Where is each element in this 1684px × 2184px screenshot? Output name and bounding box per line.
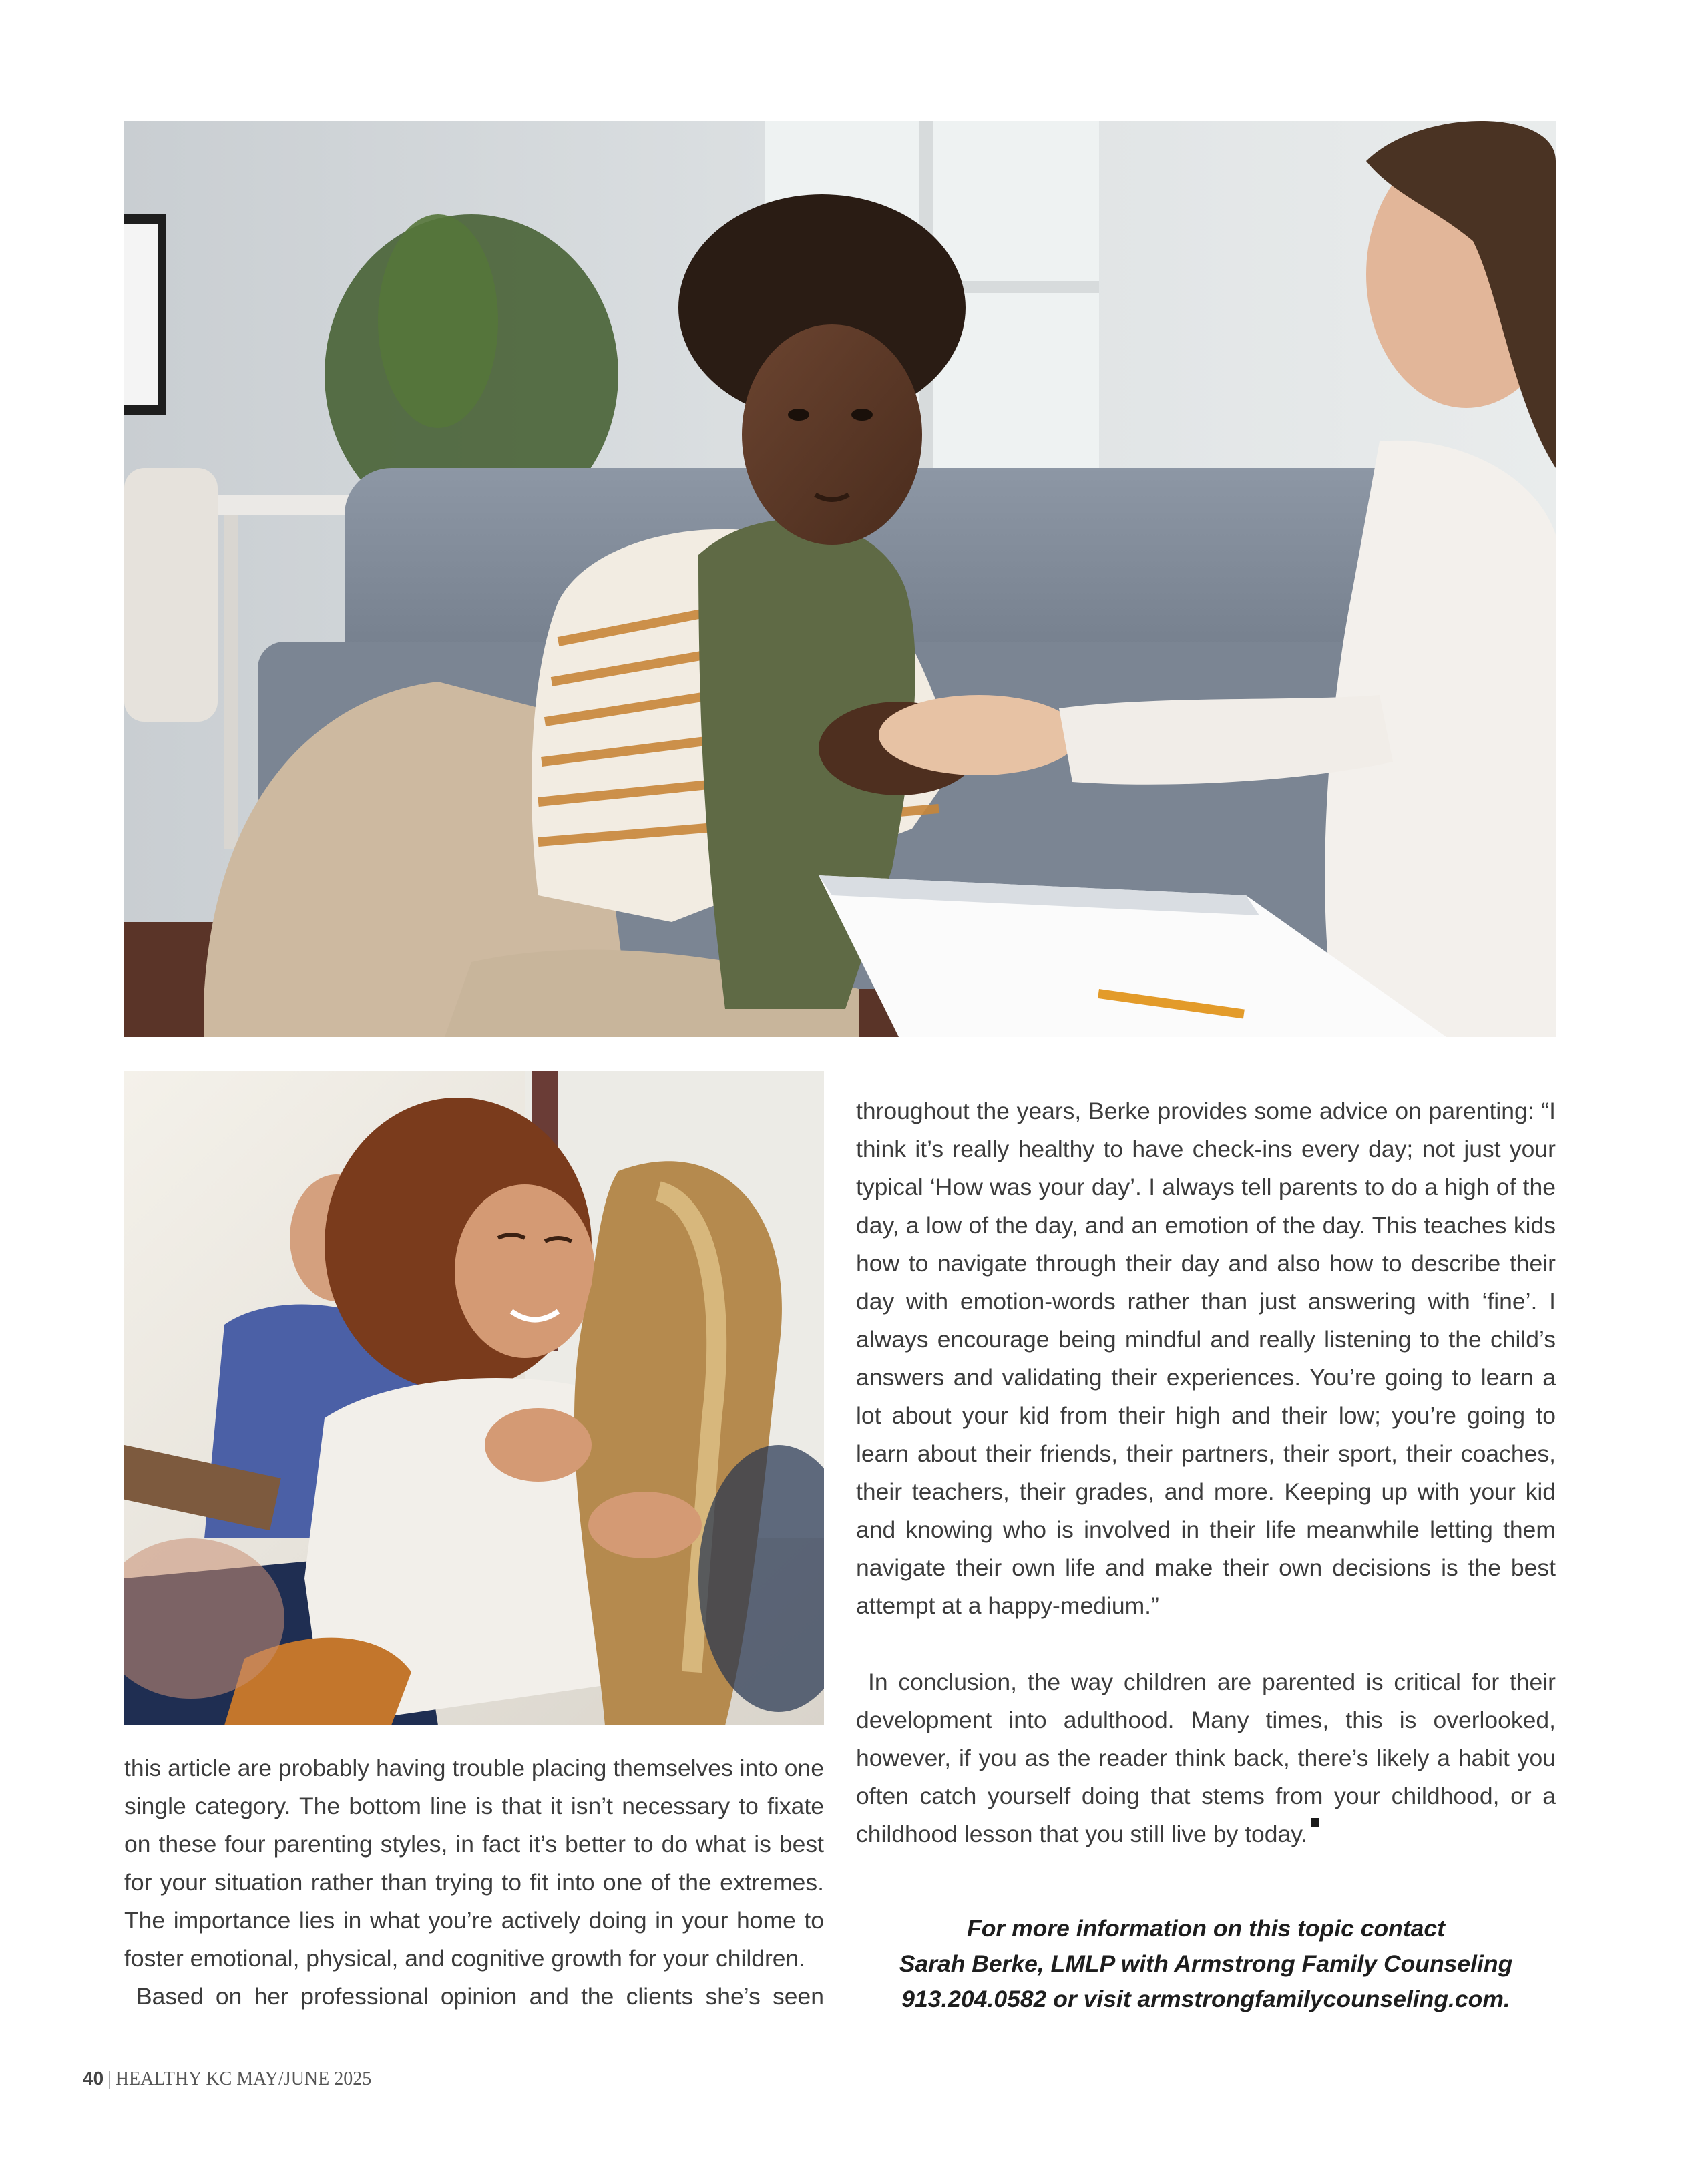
paragraph-gap (856, 1625, 1556, 1663)
photo-left-illustration (124, 1071, 824, 1725)
contact-line: 913.204.0582 or visit armstrongfamilycounseling.com. (901, 1986, 1510, 2012)
article-paragraph: Based on her professional opinion and the clients she’s seen (136, 1983, 824, 2010)
article-paragraph: throughout the years, Berke provides some advice on parenting: “I think it’s really healthy to have check-ins every day; not just your typical ‘How was your day’. I always tell parents to do a high of the day, a low of the day, and an emotion of the day. This teaches kids how to navigate through their day and also how to describe their day with emotion-words rather than just answering with ‘fine’. I always encourage being mindful and really listening to the child’s answers and validating their experiences. You’re going to learn a lot about your kid from their high and their low; you’re going to learn about their friends, their partners, their sport, their coaches, their teachers, their grades, and more. Keeping up with your kid and knowing who is involved in their life meanwhile letting them navigate their own life and make their own decisions is the best attempt at a happy-medium.” (856, 1098, 1556, 1619)
conclusion-text: In conclusion, the way children are parented is critical for their development into adulthood. Many times, this is overlooked, however, if you as the reader think back, there’s likely a habit you often catch yourself doing that stems from your childhood, or a childhood lesson that you still live by today. (856, 1669, 1556, 1847)
end-mark-icon (1311, 1818, 1319, 1827)
article-column-left (124, 1749, 824, 2016)
contact-info (856, 1911, 1556, 2017)
article-paragraph (856, 1663, 1556, 1853)
footer-separator: | (108, 2068, 112, 2089)
photo-top-illustration (124, 121, 1556, 1037)
photo-women-hugging-in-group-therapy (124, 1071, 824, 1725)
article-paragraph: this article are probably having trouble placing themselves into one single category. The bottom line is that it isn’t necessary to fixate on these four parenting styles, in fact it’s better to do what is best for your situation rather than trying to fit into one of the extremes. The importance lies in what you’re actively doing in your home to foster emotional, physical, and cognitive growth for your children. (124, 1755, 824, 1972)
contact-line: For more information on this topic contact (967, 1915, 1445, 1942)
page-number: 40 (83, 2068, 104, 2089)
publication-name: HEALTHY KC (115, 2068, 232, 2089)
issue-date: MAY/JUNE 2025 (236, 2068, 372, 2089)
photo-counselor-holding-child-hands (124, 121, 1556, 1037)
page-footer (83, 2068, 371, 2090)
contact-line: Sarah Berke, LMLP with Armstrong Family Counseling (899, 1950, 1513, 1977)
article-column-right (856, 1092, 1556, 1853)
